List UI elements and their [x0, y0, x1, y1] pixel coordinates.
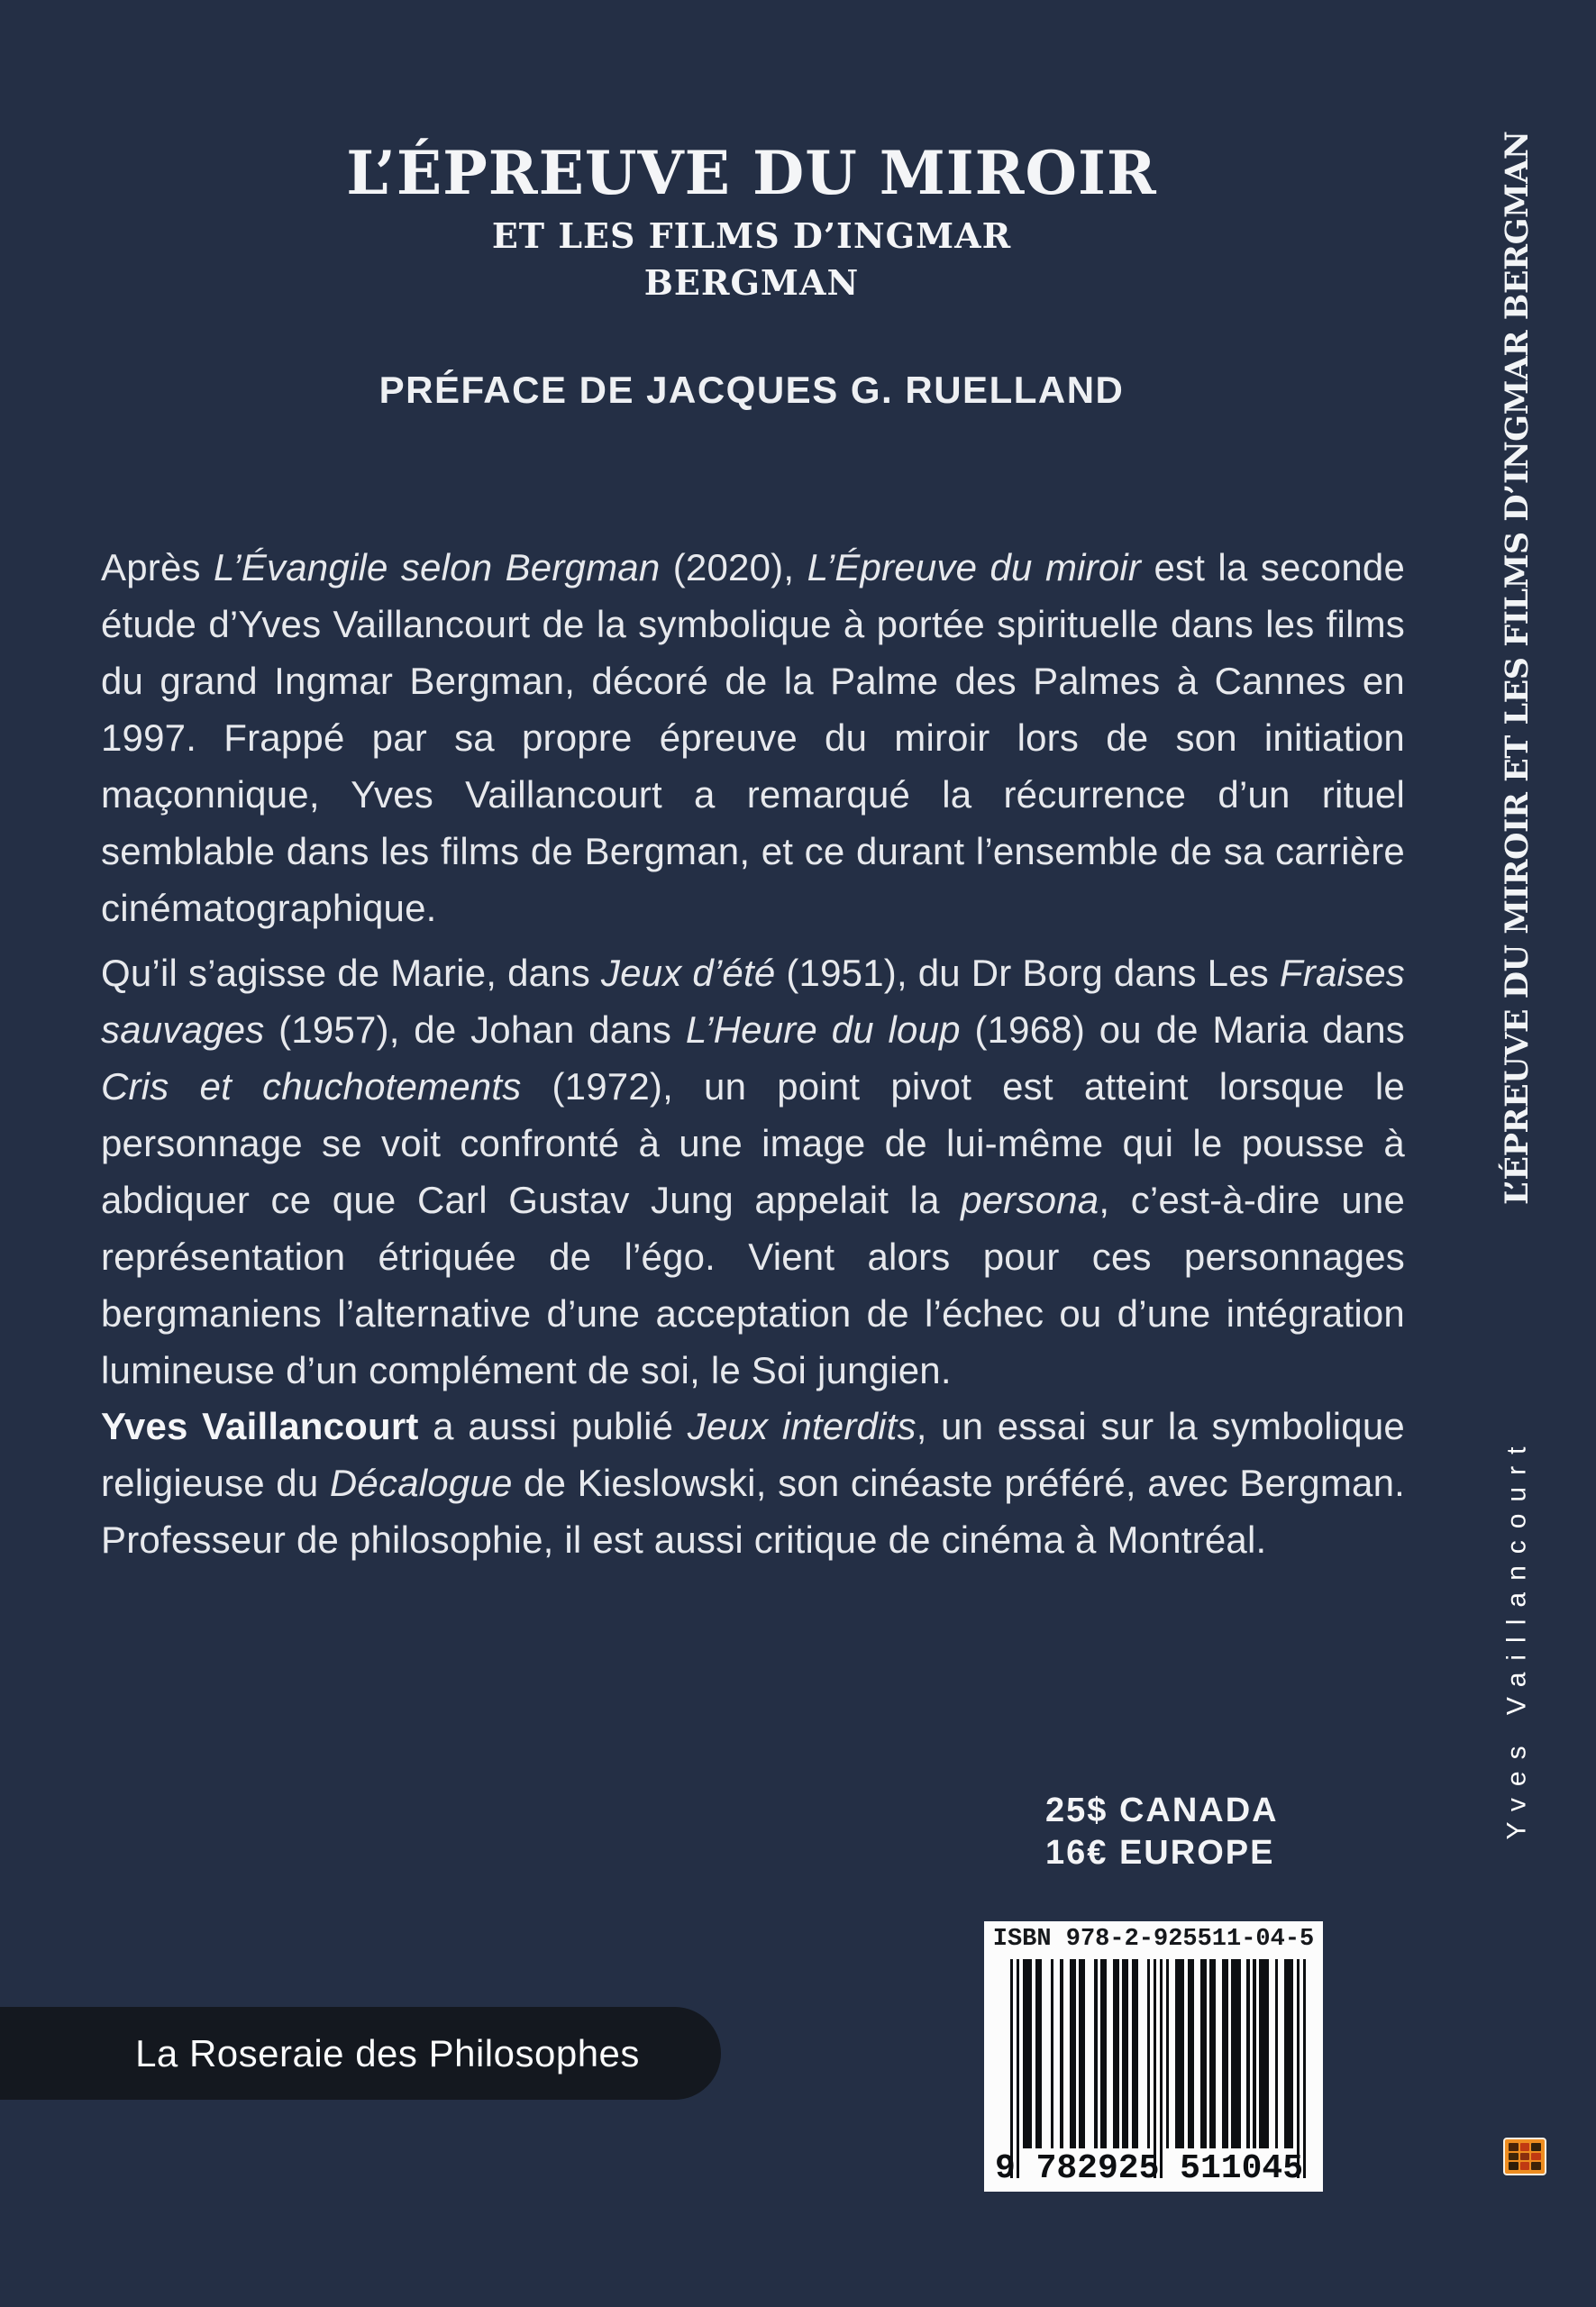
spine-title-vertical: L’ÉPREUVE DU MIROIR ET LES FILMS D’INGMAR BERGMAN	[1499, 131, 1536, 1205]
ean13-barcode	[1010, 1959, 1306, 2180]
publisher-imprint-label: La Roseraie des Philosophes	[135, 2031, 640, 2074]
barcode-digit-group-3: 511045	[1180, 2149, 1303, 2188]
isbn-barcode-block	[984, 1921, 1323, 2192]
publisher-logo	[1503, 2138, 1546, 2175]
synopsis-paragraph-2: Qu’il s’agisse de Marie, dans Jeux d’été (1951), du Dr Borg dans Les Fraises sauvages (1957), de Johan dans L’Heure du loup (1968) ou de Maria dans Cris et chuchotements (1972), un point pivot est atteint lorsque le personnage se voit confronté à une image de lui-même qui le pousse à abdiquer ce que Carl Gustav Jung appelait la persona, c’est-à-dire une représentation étriquée de l’égo. Vient alors pour ces personnages bergmaniens l’alternative d’une acceptation de l’échec ou d’une intégration lumineuse d’un complément de soi, le Soi jungien.	[101, 952, 1406, 1391]
publisher-imprint-badge	[0, 2007, 721, 2100]
barcode-digits-row	[995, 2149, 1303, 2188]
preface-credit: PRÉFACE DE JACQUES G. RUELLAND	[378, 368, 1125, 411]
price-canada: 25$ CANADA	[1045, 1792, 1279, 1829]
isbn-label: ISBN 978-2-925511-04-5	[992, 1926, 1315, 1953]
title-block	[0, 138, 1503, 412]
price-europe: 16€ EUROPE	[1045, 1834, 1275, 1872]
book-title-line1: L’ÉPREUVE DU MIROIR	[346, 138, 1157, 208]
book-title-line2: ET LES FILMS D’INGMAR	[491, 215, 1012, 257]
book-title-line3: BERGMAN	[643, 262, 860, 304]
author-bio-paragraph: Yves Vaillancourt a aussi publié Jeux interdits, un essai sur la symbolique religieuse du Décalogue de Kieslowski, son cinéaste préféré, avec Bergman. Professeur de philosophie, il est aussi critique de cinéma à Montréal.	[101, 1405, 1405, 1561]
spine-author-vertical: Yves Vaillancourt	[1501, 1435, 1532, 1840]
barcode-digit-group-2: 782925	[1035, 2149, 1160, 2188]
synopsis-paragraph-1: Après L’Évangile selon Bergman (2020), L’Épreuve du miroir est la seconde étude d’Yves Vaillancourt de la symbolique à portée spirituelle dans les films du grand Ingmar Bergman, décoré de la Palme des Palmes à Cannes en 1997. Frappé par sa propre épreuve du miroir lors de son initiation maçonnique, Yves Vaillancourt a remarqué la récurrence d’un rituel semblable dans les films de Bergman, et ce durant l’ensemble de sa carrière cinématographique.	[101, 546, 1406, 929]
barcode-digit-group-1: 9	[995, 2149, 1016, 2188]
price-block	[1045, 1790, 1279, 1874]
